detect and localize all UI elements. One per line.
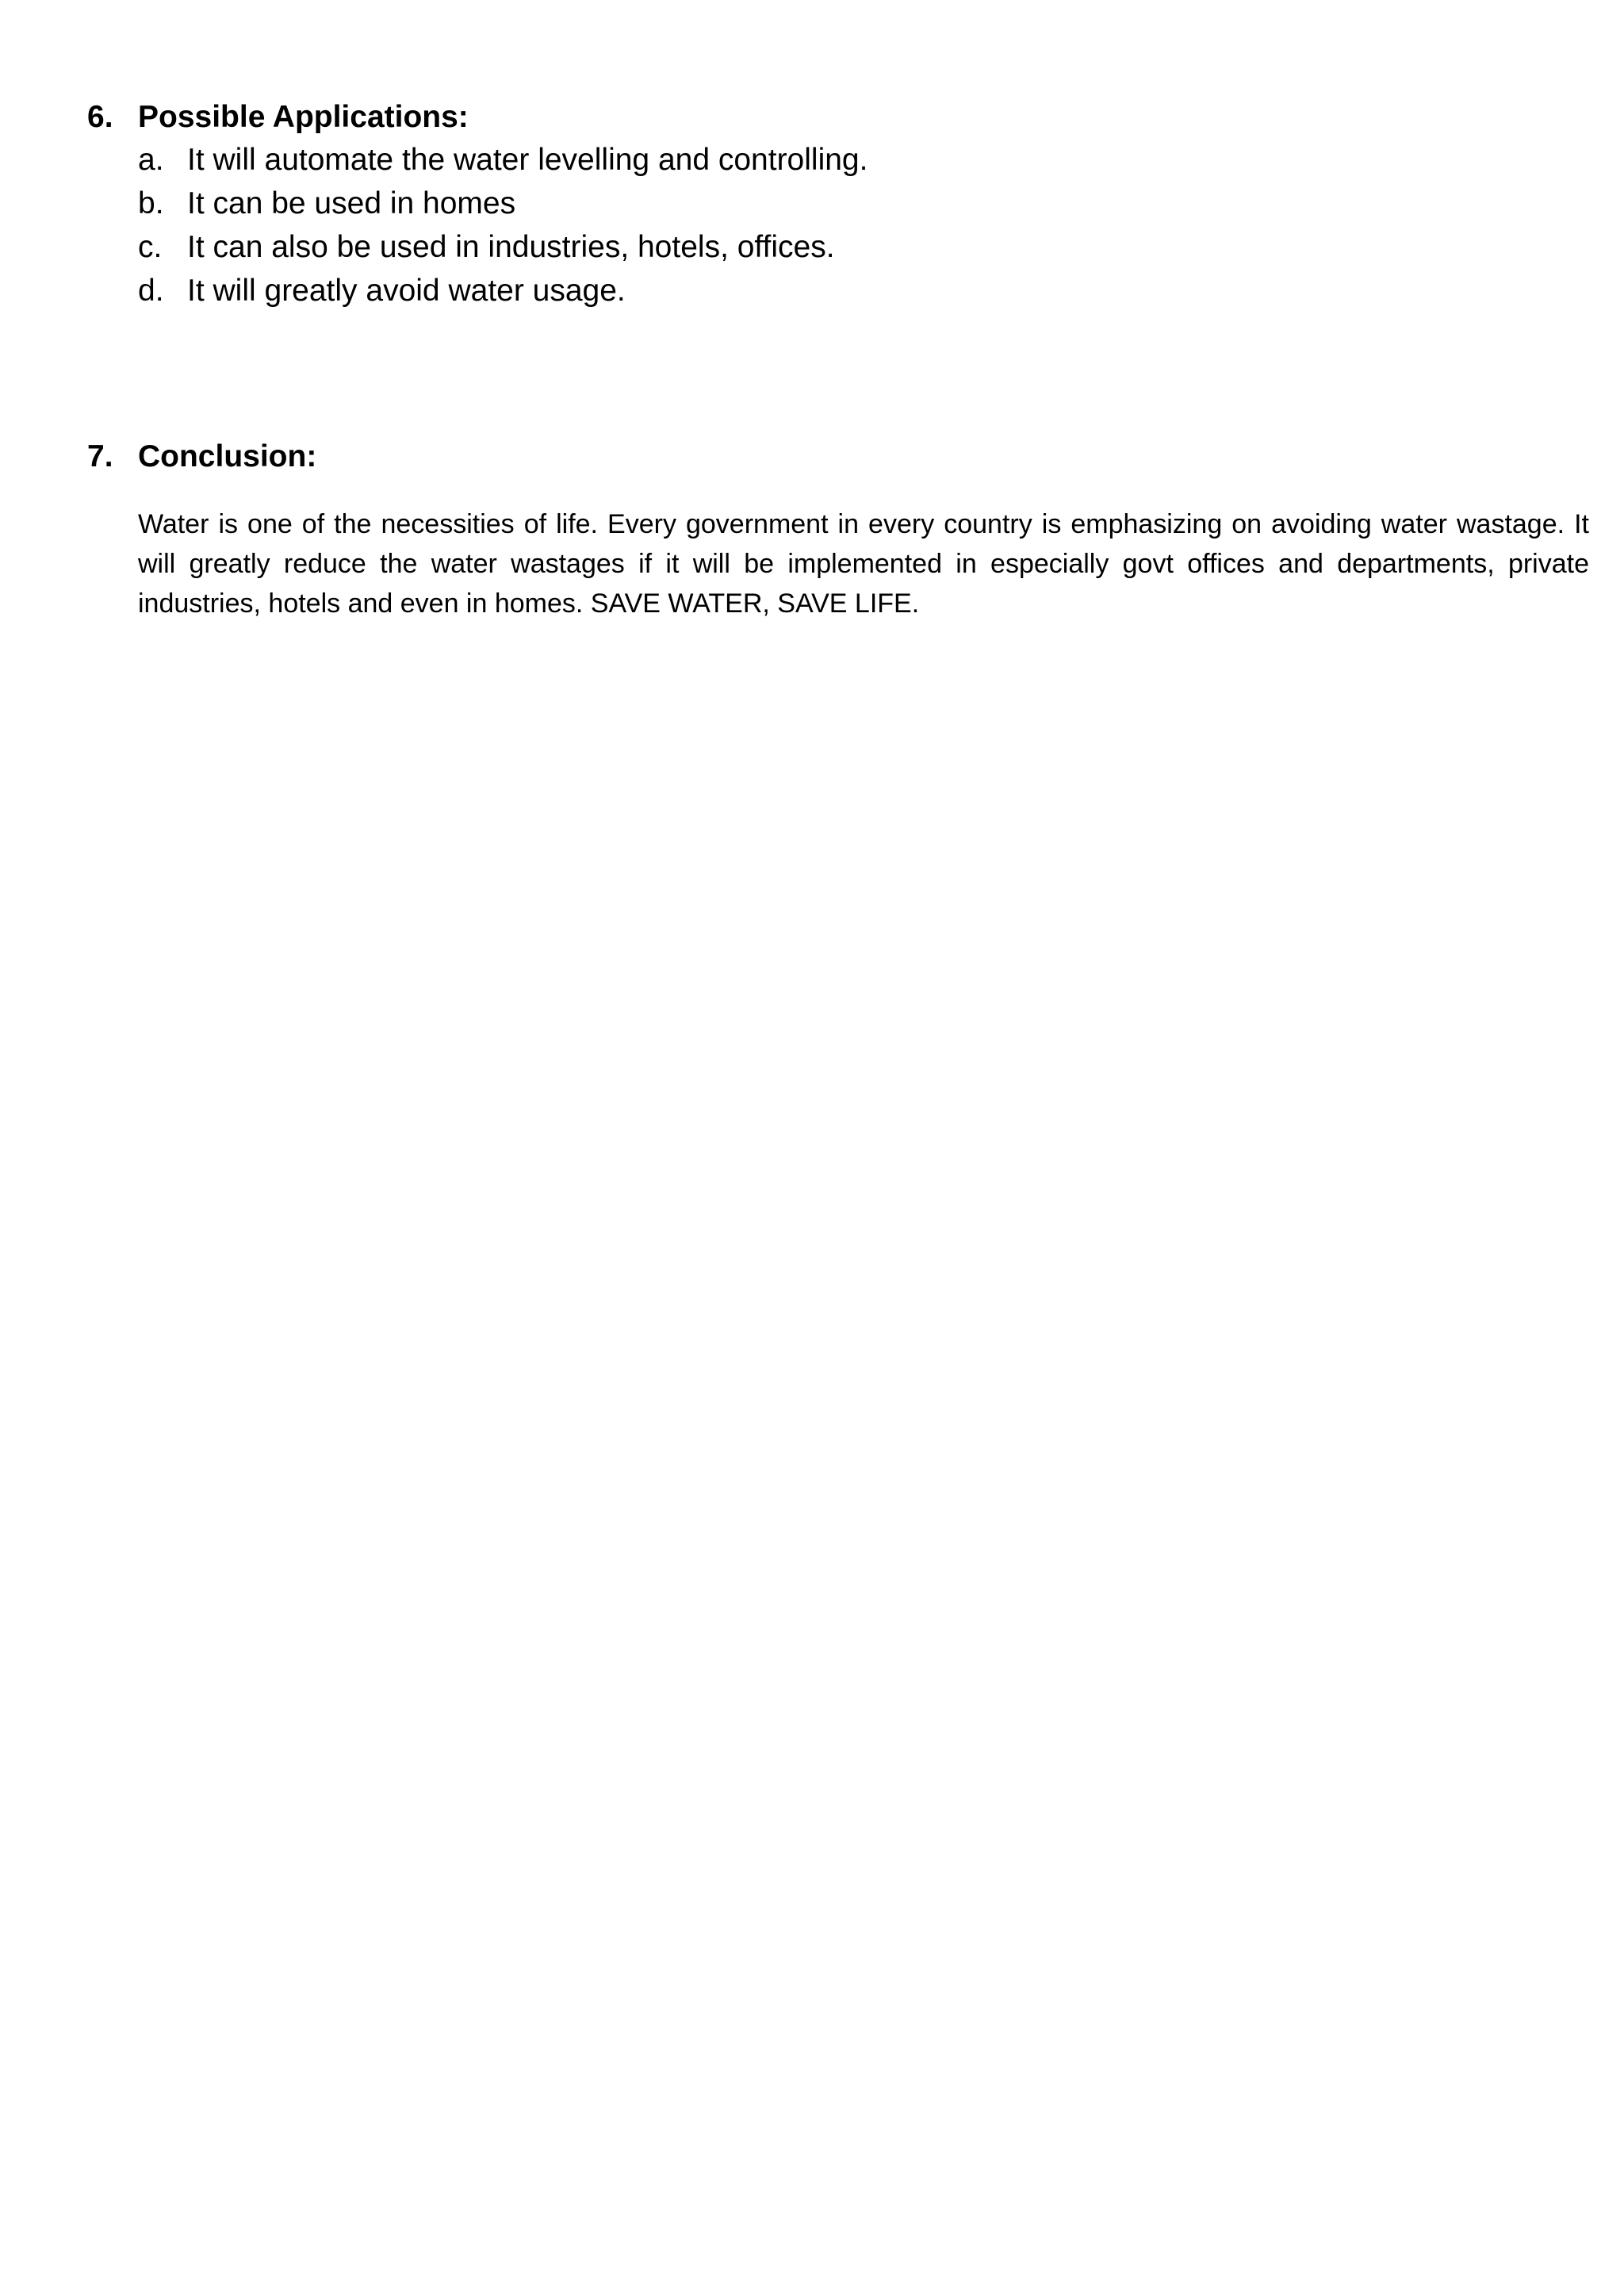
list-item-text: It can be used in homes [187,186,516,220]
section-number: 6. [87,100,113,134]
section-title: Conclusion: [138,439,317,473]
list-item [138,182,868,225]
section-number: 7. [87,439,113,473]
applications-heading [87,97,469,138]
list-item [138,138,868,182]
list-marker: c. [138,230,163,264]
applications-list [138,138,868,312]
conclusion-paragraph: Water is one of the necessities of life. Every government in every country is emphasizing on avoiding water wastage. It will greatly reduce the water wastages if it will be implemented in especially govt offices and departments, private industries, hotels and even in homes. SAVE WATER, SAVE LIFE. [138,509,1589,619]
list-marker: a. [138,143,164,177]
list-marker: b. [138,186,164,220]
section-title: Possible Applications: [138,100,469,134]
list-item-text: It will greatly avoid water usage. [187,274,626,308]
list-item-text: It can also be used in industries, hotels, offices. [187,230,835,264]
list-marker: d. [138,274,164,308]
list-item [138,269,868,312]
conclusion-heading [87,436,316,477]
list-item [138,225,868,269]
list-item-text: It will automate the water levelling and controlling. [187,143,868,177]
